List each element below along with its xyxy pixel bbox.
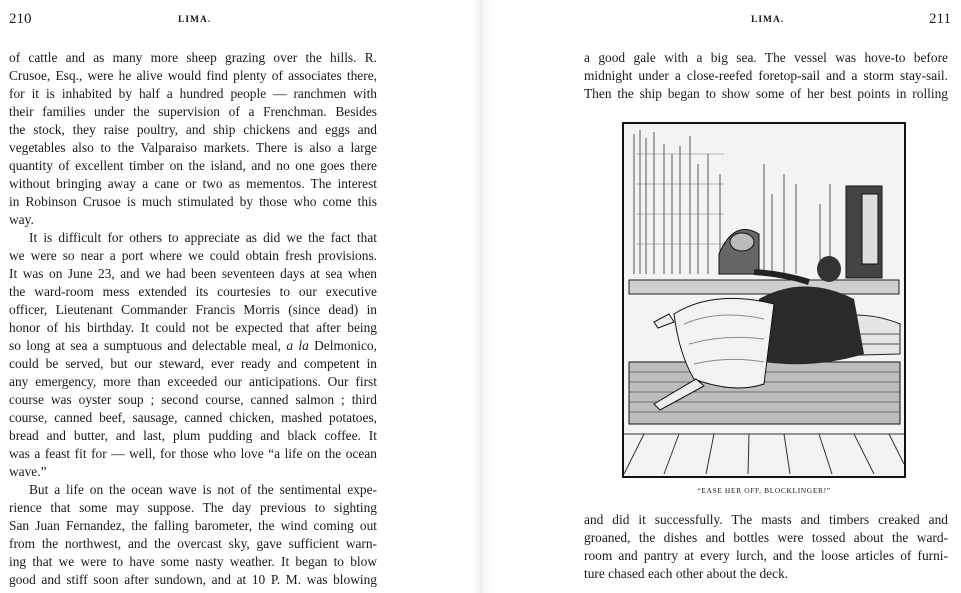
- text-line: vegetables also to the Valparaiso markets. There is also a large: [9, 140, 377, 155]
- text-line: quantity of excellent timber on the island, and no one goes there: [9, 158, 377, 173]
- text-line: any emergency, more than exceeded our anticipations. Our first: [9, 374, 377, 389]
- text-line: groaned, the dishes and bottles were tossed about the ward-: [584, 530, 948, 545]
- text-line: San Juan Fernandez, the falling barometer, the wind coming out: [9, 518, 377, 533]
- text-line: room and pantry at every lurch, and the loose articles of furni-: [584, 548, 948, 563]
- text-line: It was on June 23, and we had been seventeen days at sea when: [9, 266, 377, 281]
- right-page-number: 211: [929, 11, 951, 27]
- text-line: the stock, they raise poultry, and ship chickens and eggs and: [9, 122, 377, 137]
- figure-caption: “EASE HER OFF, BLOCKLINGER!”: [697, 486, 831, 495]
- text-line: way.: [9, 212, 34, 227]
- text-line: wave.”: [9, 464, 47, 479]
- text-line-mixed: [9, 337, 377, 355]
- text-line: for it is inhabited by half a hundred people — ranchmen with: [9, 86, 377, 101]
- text-line: midnight under a close-reefed foretop-sail and a storm stay-sail.: [584, 68, 948, 83]
- text-line: Crusoe, Esq., were he alive would find plenty of associates there,: [9, 68, 377, 83]
- text-line: ture chased each other about the deck.: [584, 566, 789, 581]
- left-running-head: LIMA.: [178, 15, 212, 25]
- text-line: rience that some may suppose. The day previous to sighting: [9, 500, 377, 515]
- text-line: we were so near a port where we could obtain fresh provisions.: [9, 248, 377, 263]
- text-line: course, canned beef, sausage, canned chicken, mashed potatoes,: [9, 410, 377, 425]
- text-line: Then the ship began to show some of her best points in rolling: [584, 86, 948, 101]
- right-page-body-bottom: [584, 511, 948, 583]
- right-page-body-top: [584, 49, 948, 103]
- text-line: bread and butter, and last, plum pudding and black coffee. It: [9, 428, 377, 443]
- text-line: officer, Lieutenant Commander Francis Morris (since dead) in: [9, 302, 377, 317]
- text-line: But a life on the ocean wave is not of the sentimental expe-: [29, 482, 377, 497]
- text-line: of cattle and as many more sheep grazing over the hills. R.: [9, 50, 377, 65]
- italic-fragment: a la: [286, 338, 309, 353]
- engraving-illustration: [622, 122, 906, 478]
- text-line: from the northwest, and the overcast sky, gave sufficient warn-: [9, 536, 377, 551]
- text-line: could be served, but our steward, ever ready and competent in: [9, 356, 377, 371]
- text-fragment: so long at sea a sumptuous and delectable meal,: [9, 338, 282, 353]
- text-fragment: Delmonico,: [314, 338, 377, 353]
- text-line: and did it successfully. The masts and timbers creaked and: [584, 512, 948, 527]
- text-line: honor of his birthday. It could not be expected that after being: [9, 320, 377, 335]
- right-running-head: LIMA.: [751, 15, 785, 25]
- text-line: was a feast fit for — well, for those who love “a life on the ocean: [9, 446, 377, 461]
- text-line: It is difficult for others to appreciate as did we the fact that: [29, 230, 377, 245]
- text-line: in Robinson Crusoe is much stimulated by those who come this: [9, 194, 377, 209]
- text-line: ing that we were to have some nasty weather. It began to blow: [9, 554, 377, 569]
- sailor-reclining-engraving: [624, 124, 904, 476]
- text-line: a good gale with a big sea. The vessel was hove-to before: [584, 50, 948, 65]
- left-page-number: 210: [9, 11, 32, 27]
- text-line: without bringing away a cane or two as mementos. The interest: [9, 176, 377, 191]
- text-line: course was oyster soup ; second course, canned salmon ; third: [9, 392, 377, 407]
- left-page-body: [9, 49, 377, 589]
- text-line: good and stiff soon after sundown, and at 10 P. M. was blowing: [9, 572, 377, 587]
- text-line: the ward-room mess extended its courtesies to our executive: [9, 284, 377, 299]
- text-line: their families under the supervision of a Frenchman. Besides: [9, 104, 377, 119]
